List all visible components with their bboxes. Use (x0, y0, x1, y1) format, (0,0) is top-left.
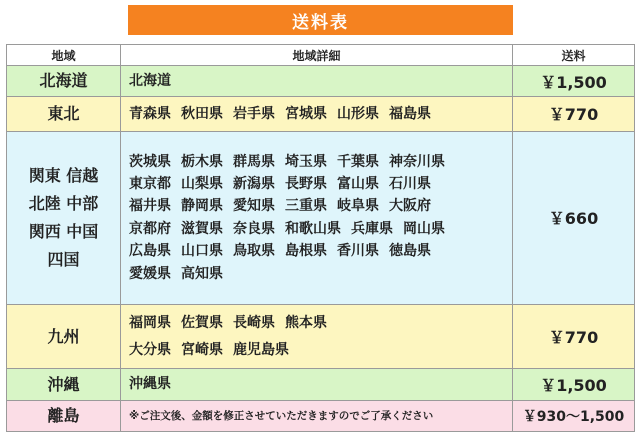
detail-cell (121, 131, 513, 304)
detail-cell (121, 304, 513, 369)
header-detail: 地域詳細 (121, 45, 513, 66)
prefecture: 栃木県 (181, 153, 223, 170)
region-label: 九州 (47, 326, 80, 346)
prefecture: 群馬県 (233, 153, 275, 170)
region-cell (7, 97, 121, 131)
page-title: 送料表 (128, 5, 513, 35)
prefecture: 和歌山県 (285, 220, 341, 237)
prefecture: 秋田県 (181, 105, 223, 122)
prefecture: 茨城県 (129, 153, 171, 170)
prefecture: 岐阜県 (337, 198, 379, 215)
table-row (7, 304, 635, 369)
prefecture: 大分県 (129, 341, 171, 358)
prefecture: 福島県 (389, 105, 431, 122)
prefecture: 長崎県 (233, 315, 275, 331)
header-fee: 送料 (513, 45, 635, 66)
prefecture: 石川県 (389, 175, 431, 192)
prefecture: 徳島県 (389, 243, 431, 260)
prefecture: 佐賀県 (181, 315, 223, 331)
prefecture: 岩手県 (233, 105, 275, 122)
prefecture: 山口県 (181, 243, 223, 260)
prefecture: 愛知県 (233, 198, 275, 215)
region-label: 北海道 (39, 71, 88, 91)
fee-cell: ￥1,500 (513, 369, 635, 400)
prefecture: 香川県 (337, 243, 379, 260)
prefecture: 福岡県 (129, 315, 171, 331)
table-row (7, 369, 635, 400)
prefecture: 熊本県 (285, 315, 327, 331)
detail-cell (121, 66, 513, 97)
prefecture: 静岡県 (181, 198, 223, 215)
region-label: 北陸 中部 (28, 193, 99, 213)
fee-cell: ￥770 (513, 97, 635, 131)
prefecture: 東京都 (129, 175, 171, 192)
prefecture: 長野県 (285, 175, 327, 192)
remote-island-note: ※ご注文後、金額を修正させていただきますのでご了承ください (121, 400, 513, 431)
prefecture: 宮崎県 (181, 341, 223, 358)
prefecture: 沖縄県 (129, 376, 171, 393)
fee-cell: ￥1,500 (513, 66, 635, 97)
shipping-table (6, 44, 635, 432)
prefecture: 兵庫県 (351, 220, 393, 237)
header-row (7, 45, 635, 66)
prefecture: 高知県 (181, 265, 223, 282)
prefecture: 広島県 (129, 243, 171, 260)
prefecture: 千葉県 (337, 153, 379, 170)
region-label: 東北 (47, 103, 80, 123)
prefecture: 島根県 (285, 243, 327, 260)
table-row (7, 131, 635, 304)
region-label: 沖縄 (47, 374, 80, 394)
prefecture: 神奈川県 (389, 153, 445, 170)
prefecture: 福井県 (129, 198, 171, 215)
fee-cell: ￥770 (513, 304, 635, 369)
prefecture: 鹿児島県 (233, 341, 289, 358)
prefecture: 愛媛県 (129, 265, 171, 282)
region-label: 離島 (47, 405, 80, 425)
prefecture: 三重県 (285, 198, 327, 215)
table-row (7, 66, 635, 97)
prefecture: 大阪府 (389, 198, 431, 215)
prefecture: 京都府 (129, 220, 171, 237)
table-row (7, 400, 635, 431)
prefecture: 北海道 (129, 72, 171, 89)
prefecture: 宮城県 (285, 105, 327, 122)
detail-cell (121, 97, 513, 131)
prefecture: 青森県 (129, 105, 171, 122)
region-cell (7, 400, 121, 431)
region-cell (7, 131, 121, 304)
prefecture: 山形県 (337, 105, 379, 122)
prefecture: 岡山県 (403, 220, 445, 237)
prefecture: 富山県 (337, 175, 379, 192)
region-cell (7, 304, 121, 369)
fee-cell: ￥930～1,500 (513, 400, 635, 431)
table-row (7, 97, 635, 131)
prefecture: 新潟県 (233, 175, 275, 192)
prefecture: 山梨県 (181, 175, 223, 192)
fee-cell: ￥660 (513, 131, 635, 304)
region-label: 関西 中国 (28, 221, 99, 241)
header-region: 地域 (7, 45, 121, 66)
prefecture: 埼玉県 (285, 153, 327, 170)
region-label: 四国 (47, 249, 80, 269)
prefecture: 滋賀県 (181, 220, 223, 237)
detail-cell (121, 369, 513, 400)
region-cell (7, 369, 121, 400)
region-label: 関東 信越 (28, 165, 99, 185)
prefecture: 奈良県 (233, 220, 275, 237)
region-cell (7, 66, 121, 97)
prefecture: 鳥取県 (233, 243, 275, 260)
